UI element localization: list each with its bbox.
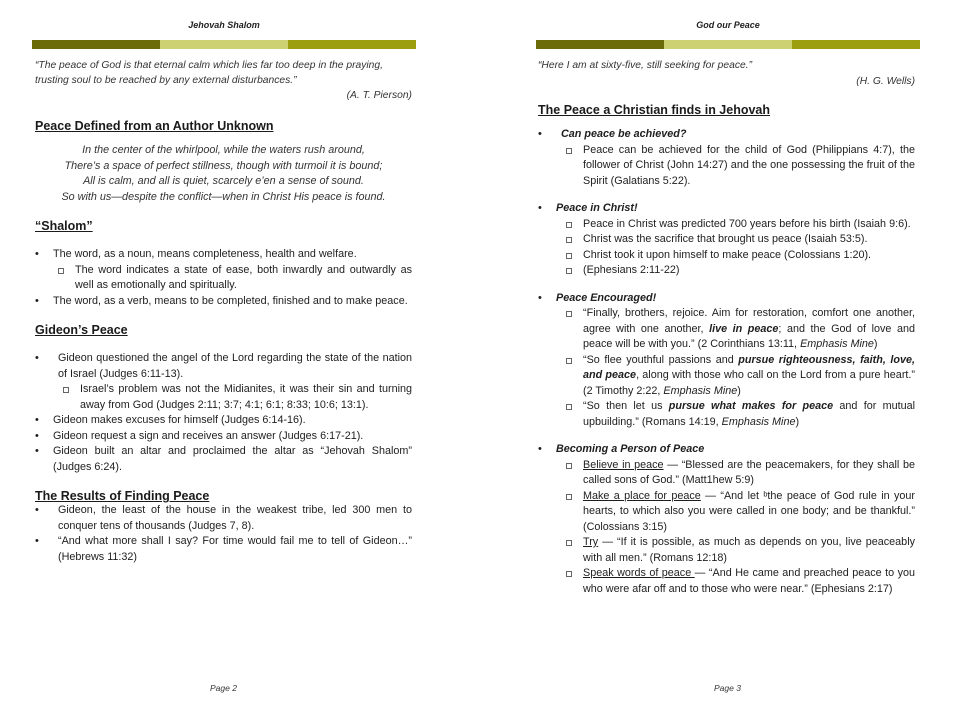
shalom-list bbox=[35, 247, 412, 309]
sub-list bbox=[561, 217, 915, 279]
sub-list-item: Christ took it upon himself to make peace (Colossians 1:20). bbox=[561, 248, 915, 264]
list-item: • The word, as a noun, means completeness, health and welfare. The word indicates a state of ease, both inwardly and outwardly as well as emotionally and spiritually. bbox=[35, 247, 412, 294]
poem-line: All is calm, and all is quiet, scarcely e’en a sense of sound. bbox=[83, 175, 364, 187]
epigraph-quote: “Here I am at sixty-five, still seeking for peace.” bbox=[538, 60, 753, 71]
list-item: • Gideon questioned the angel of the Lord regarding the state of the nation of Israel (Judges 6:11-13). Israel’s problem was not the Midianites, it was their sin and turning away from God (Judges 2:11; 3:7; 4:1; 6:1; 8:33; 10:6; 13:1). bbox=[35, 351, 412, 413]
epigraph-quote: “The peace of God is that eternal calm which lies far too deep in the praying, trusting soul to be reached by any external disturbances.” bbox=[35, 60, 383, 86]
section-title-results: The Results of Finding Peace bbox=[35, 489, 210, 503]
right-page-content bbox=[538, 58, 915, 597]
color-bar-segment-dark bbox=[32, 40, 160, 49]
left-page-content bbox=[35, 58, 412, 565]
epigraph-attribution: (H. G. Wells) bbox=[856, 76, 915, 87]
section-title-peace-defined: Peace Defined from an Author Unknown bbox=[35, 119, 274, 133]
list-item: • Gideon request a sign and receives an answer (Judges 6:17-21). bbox=[35, 429, 412, 445]
list-item: • Gideon built an altar and proclaimed the altar as “Jehovah Shalom” (Judges 6:24). bbox=[35, 444, 412, 475]
sub-list-item: Israel’s problem was not the Midianites, it was their sin and turning away from God (Judges 2:11; 3:7; 4:1; 6:1; 8:33; 10:6; 13:1). bbox=[58, 382, 412, 413]
running-head: God our Peace bbox=[696, 20, 760, 30]
gideon-list bbox=[35, 351, 412, 475]
right-page bbox=[481, 0, 962, 720]
sub-list bbox=[561, 458, 915, 598]
sub-list bbox=[53, 263, 412, 294]
poem-line: So with us—despite the conflict—when in Christ His peace is found. bbox=[61, 190, 386, 203]
section-title-shalom: “Shalom” bbox=[35, 219, 93, 233]
list-item-peace-in-christ: • Peace in Christ! Peace in Christ was predicted 700 years before his birth (Isaiah 9:6). Christ was the sacrifice that brought us peace (Isaiah 53:5). Christ took it upon himself to make peace (Colossians 1:20). (Ephesians 2:11-22) bbox=[538, 201, 915, 279]
color-bar-segment-mid bbox=[792, 40, 920, 49]
list-item-peace-encouraged: • Peace Encouraged! “Finally, brothers, rejoice. Aim for restoration, comfort one another, agree with one another, live in peace; and the God of love and peace will be with you.” (2 Corinthians 13:11, Emphasis Mine) “So flee youthful passions and pursue righteousness, faith, love, and peace, along with those who call on the Lord from a pure heart.” (2 Timothy 2:22, Emphasis Mine) “So then let us pursue what makes for peace and for mutual upbuilding.” (Romans 14:19, Emphasis Mine) bbox=[538, 291, 915, 431]
section-title-peace-christian: The Peace a Christian finds in Jehovah bbox=[538, 103, 771, 117]
decorative-color-bar bbox=[32, 40, 416, 49]
poem bbox=[35, 143, 412, 205]
sub-list-item: Peace can be achieved for the child of God (Philippians 4:7), the follower of Christ (John 14:27) and the one possessing the fruit of the Spirit (Galatians 5:22). bbox=[561, 143, 915, 190]
decorative-color-bar bbox=[536, 40, 920, 49]
sub-list bbox=[561, 143, 915, 190]
color-bar-segment-light bbox=[160, 40, 288, 49]
sub-list-item: (Ephesians 2:11-22) bbox=[561, 263, 915, 279]
list-item-can-peace-be-achieved: • Can peace be achieved? Peace can be achieved for the child of God (Philippians 4:7), the follower of Christ (John 14:27) and the one possessing the fruit of the Spirit (Galatians 5:22). bbox=[538, 127, 915, 189]
page-number: Page 2 bbox=[210, 683, 237, 693]
poem-line: In the center of the whirlpool, while the waters rush around, bbox=[82, 144, 365, 156]
sub-list-item: Speak words of peace — “And He came and preached peace to you who were afar off and to those who were near.” (Ephesians 2:17) bbox=[561, 566, 915, 597]
list-item-becoming-person-of-peace: • Becoming a Person of Peace Believe in peace — “Blessed are the peacemakers, for they shall be called sons of God.” (Matt1hew 5:9) Make a place for peace — “And let ᵇthe peace of God rule in your hearts, to which also you were called in one body; and be thankful.” (Colossians 3:15) Try — “If it is possible, as much as depends on you, live peaceably with all men.” (Romans 12:18) Speak words of peace — “And He came and preached peace to you who were afar off and to those who were near.” (Ephesians 2:17) bbox=[538, 442, 915, 597]
sub-list-item: The word indicates a state of ease, both inwardly and outwardly as well as emotionally and spiritually. bbox=[53, 263, 412, 294]
list-item: • Gideon makes excuses for himself (Judges 6:14-16). bbox=[35, 413, 412, 429]
list-item: • The word, as a verb, means to be completed, finished and to make peace. bbox=[35, 294, 412, 310]
color-bar-segment-light bbox=[664, 40, 792, 49]
sub-list bbox=[58, 382, 412, 413]
sub-list-item: “Finally, brothers, rejoice. Aim for restoration, comfort one another, agree with one another, live in peace; and the God of love and peace will be with you.” (2 Corinthians 13:11, Emphasis Mine) bbox=[561, 306, 915, 353]
color-bar-segment-dark bbox=[536, 40, 664, 49]
page-number: Page 3 bbox=[714, 683, 741, 693]
sub-list-item: Try — “If it is possible, as much as depends on you, live peaceably with all men.” (Romans 12:18) bbox=[561, 535, 915, 566]
sub-list bbox=[561, 306, 915, 430]
sub-list-item: Christ was the sacrifice that brought us peace (Isaiah 53:5). bbox=[561, 232, 915, 248]
sub-list-item: Peace in Christ was predicted 700 years before his birth (Isaiah 9:6). bbox=[561, 217, 915, 233]
color-bar-segment-mid bbox=[288, 40, 416, 49]
list-item: • “And what more shall I say? For time would fail me to tell of Gideon…” (Hebrews 11:32) bbox=[35, 534, 412, 565]
sub-list-item: “So then let us pursue what makes for peace and for mutual upbuilding.” (Romans 14:19, Emphasis Mine) bbox=[561, 399, 915, 430]
results-list bbox=[35, 503, 412, 565]
sub-list-item: Believe in peace — “Blessed are the peacemakers, for they shall be called sons of God.” (Matt1hew 5:9) bbox=[561, 458, 915, 489]
running-head: Jehovah Shalom bbox=[188, 20, 260, 30]
poem-line: There’s a space of perfect stillness, though with turmoil it is bound; bbox=[64, 159, 383, 172]
epigraph-attribution: (A. T. Pierson) bbox=[346, 90, 412, 101]
sub-list-item: “So flee youthful passions and pursue righteousness, faith, love, and peace, along with those who call on the Lord from a pure heart.” (2 Timothy 2:22, Emphasis Mine) bbox=[561, 353, 915, 400]
sub-list-item: Make a place for peace — “And let ᵇthe peace of God rule in your hearts, to which also you were called in one body; and be thankful.” (Colossians 3:15) bbox=[561, 489, 915, 536]
peace-list bbox=[538, 127, 915, 597]
section-title-gideons-peace: Gideon’s Peace bbox=[35, 323, 128, 337]
list-item: • Gideon, the least of the house in the weakest tribe, led 300 men to conquer tens of thousands (Judges 7, 8). bbox=[35, 503, 412, 534]
